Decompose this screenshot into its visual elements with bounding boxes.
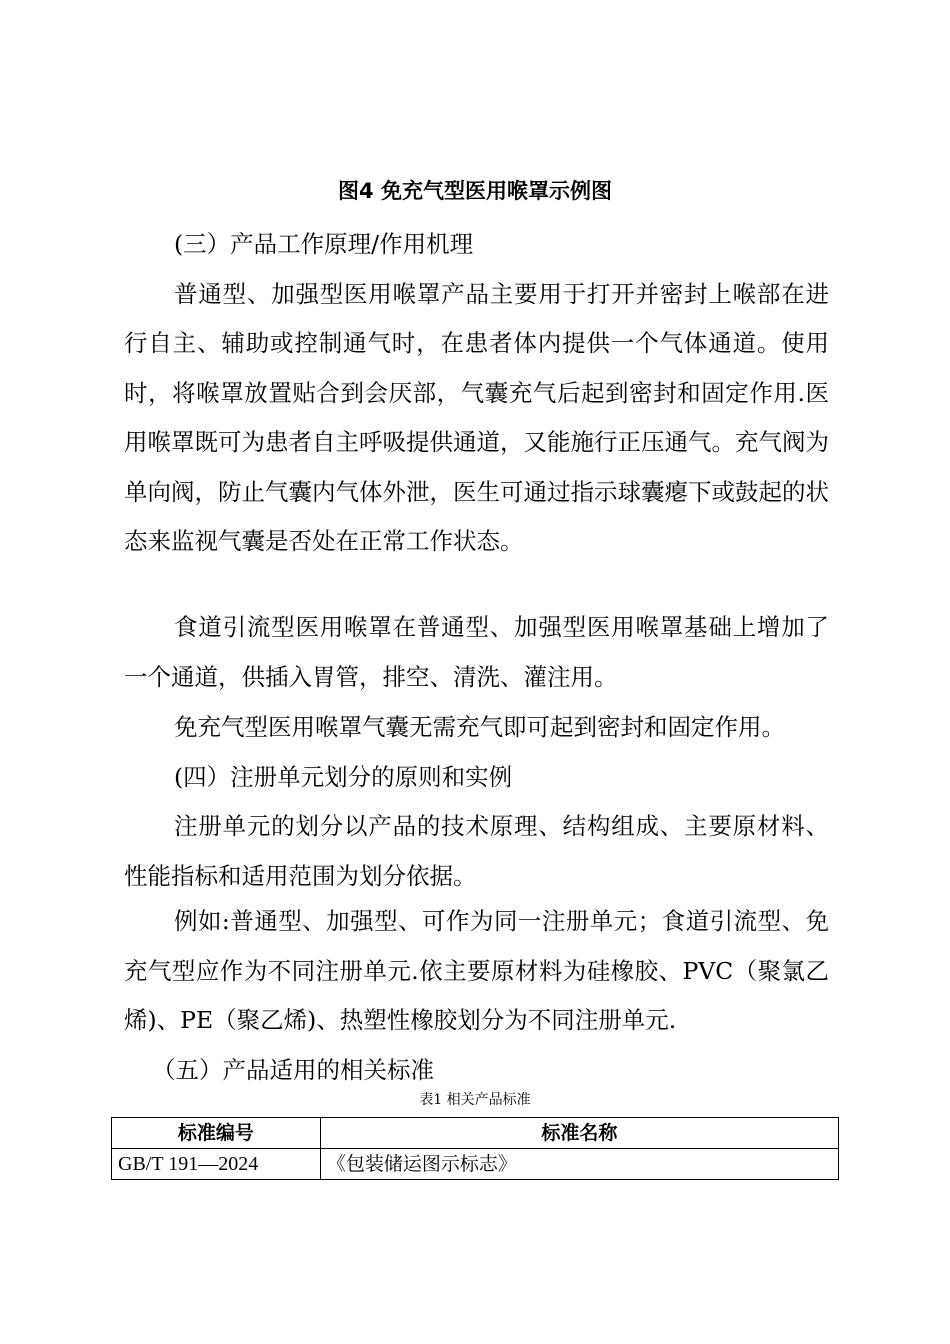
section-3-paragraph-1: 普通型、加强型医用喉罩产品主要用于打开并密封上喉部在进行自主、辅助或控制通气时，在患者体内提供一个气体通道。使用时，将喉罩放置贴合到会厌部，气囊充气后起到密封和固定作用.医用喉罩既可为患者自主呼吸提供通道，又能施行正压通气。充气阀为单向阀，防止气囊内气体外泄，医生可通过指示球囊瘪下或鼓起的状态来监视气囊是否处在正常工作状态。 [124, 279, 829, 555]
table-cell-standard-name: 《包装储运图示标志》 [320, 1149, 838, 1180]
figure-caption: 图4 免充气型医用喉罩示例图 [338, 179, 612, 203]
table-cell-standard-number: GB/T 191—2024 [112, 1149, 321, 1180]
standards-table [111, 1117, 839, 1180]
section-3 [124, 220, 829, 567]
section-3-heading: (三）产品工作原理/作用机理 [174, 230, 474, 258]
section-3-closing [124, 703, 829, 901]
section-3-continued [124, 603, 829, 702]
table-row [112, 1149, 839, 1180]
section-3-paragraph-2: 食道引流型医用喉罩在普通型、加强型医用喉罩基础上增加了一个通道，供插入胃管，排空、清洗、灌注用。 [124, 613, 829, 691]
section-4-paragraph-2: 例如:普通型、加强型、可作为同一注册单元；食道引流型、免充气型应作为不同注册单元.依主要原材料为硅橡胶、PVC（聚氯乙烯)、PE（聚乙烯)、热塑性橡胶划分为不同注册单元. [124, 907, 829, 1034]
section-5-heading: （五）产品适用的相关标准 [152, 1055, 434, 1084]
column-header-standard-name: 标准名称 [320, 1118, 838, 1149]
section-3-paragraph-3: 免充气型医用喉罩气囊无需充气即可起到密封和固定作用。 [174, 713, 785, 741]
section-4-paragraph-1: 注册单元的划分以产品的技术原理、结构组成、主要原材料、性能指标和适用范围为划分依据。 [124, 812, 829, 890]
column-header-standard-number: 标准编号 [112, 1118, 321, 1149]
section-4-continued [124, 897, 829, 1095]
table-caption: 表1 相关产品标准 [419, 1092, 531, 1108]
section-4-heading: (四）注册单元划分的原则和实例 [174, 762, 513, 791]
table-header-row [112, 1118, 839, 1149]
